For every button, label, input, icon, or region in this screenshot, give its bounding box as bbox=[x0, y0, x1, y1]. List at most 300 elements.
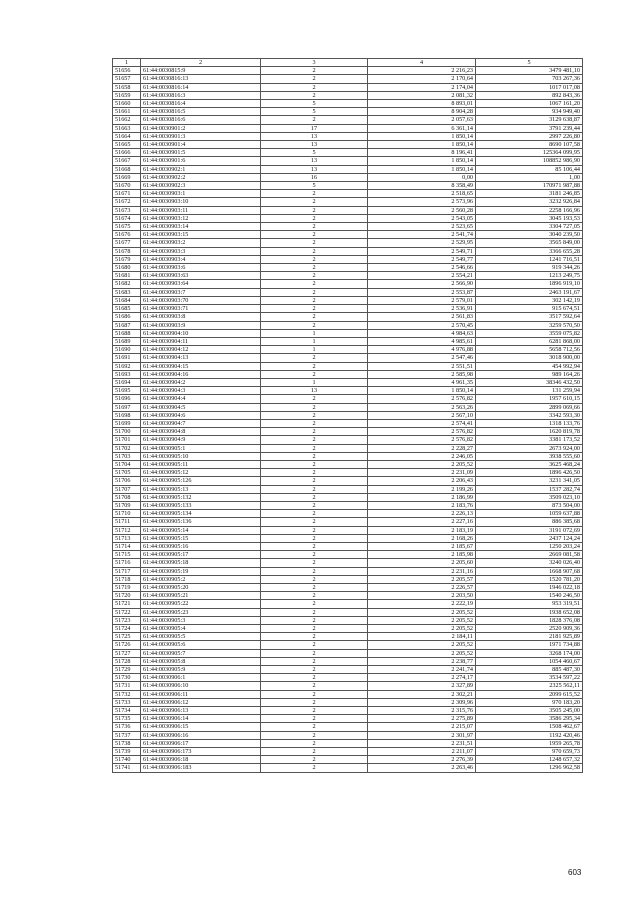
table-cell: 51699 bbox=[113, 419, 141, 427]
table-cell: 108852 986,90 bbox=[476, 157, 583, 165]
table-cell: 61:44:0030901:3 bbox=[141, 132, 261, 140]
table-row bbox=[113, 608, 583, 616]
table-cell: 61:44:0030903:12 bbox=[141, 214, 261, 222]
table-cell: 1 bbox=[261, 337, 368, 345]
table-cell: 61:44:0030903:71 bbox=[141, 305, 261, 313]
table-cell: 2 185,98 bbox=[368, 551, 476, 559]
table-row bbox=[113, 698, 583, 706]
table-cell: 61:44:0030904:12 bbox=[141, 346, 261, 354]
table-cell: 1828 376,08 bbox=[476, 616, 583, 624]
table-cell: 61:44:0030816:13 bbox=[141, 75, 261, 83]
table-cell: 51675 bbox=[113, 223, 141, 231]
table-cell: 2 301,97 bbox=[368, 731, 476, 739]
table-cell: 2 551,51 bbox=[368, 362, 476, 370]
table-cell: 125364 099,95 bbox=[476, 149, 583, 157]
table-cell: 886 385,68 bbox=[476, 518, 583, 526]
table-row bbox=[113, 280, 583, 288]
table-row bbox=[113, 83, 583, 91]
table-cell: 989 164,26 bbox=[476, 370, 583, 378]
table-body bbox=[113, 67, 583, 772]
table-cell: 2 bbox=[261, 748, 368, 756]
table-row bbox=[113, 756, 583, 764]
table-row bbox=[113, 264, 583, 272]
table-row bbox=[113, 362, 583, 370]
table-cell: 51690 bbox=[113, 346, 141, 354]
table-cell: 2 205,52 bbox=[368, 625, 476, 633]
table-cell: 61:44:0030903:7 bbox=[141, 288, 261, 296]
column-header-2: 2 bbox=[141, 59, 261, 67]
table-row bbox=[113, 477, 583, 485]
table-cell: 2 205,52 bbox=[368, 649, 476, 657]
table-cell: 61:44:0030901:2 bbox=[141, 124, 261, 132]
table-cell: 51671 bbox=[113, 190, 141, 198]
table-cell: 85 106,44 bbox=[476, 165, 583, 173]
table-cell: 1318 133,76 bbox=[476, 419, 583, 427]
table-cell: 51677 bbox=[113, 239, 141, 247]
table-cell: 2 168,26 bbox=[368, 534, 476, 542]
table-cell: 61:44:0030816:4 bbox=[141, 100, 261, 108]
header-row bbox=[113, 59, 583, 67]
table-cell: 970 183,20 bbox=[476, 698, 583, 706]
table-cell: 61:44:0030905:132 bbox=[141, 493, 261, 501]
table-cell: 61:44:0030902:1 bbox=[141, 165, 261, 173]
table-cell: 2258 166,96 bbox=[476, 206, 583, 214]
table-cell: 2181 925,89 bbox=[476, 633, 583, 641]
table-row bbox=[113, 67, 583, 75]
table-row bbox=[113, 600, 583, 608]
table-cell: 2 bbox=[261, 223, 368, 231]
table-cell: 2 bbox=[261, 657, 368, 665]
table-cell: 2 bbox=[261, 206, 368, 214]
table-cell: 2 211,07 bbox=[368, 748, 476, 756]
table-row bbox=[113, 707, 583, 715]
table-cell: 51740 bbox=[113, 756, 141, 764]
table-cell: 3181 246,85 bbox=[476, 190, 583, 198]
table-cell: 302 142,19 bbox=[476, 296, 583, 304]
table-cell: 2 536,91 bbox=[368, 305, 476, 313]
table-cell: 3018 900,00 bbox=[476, 354, 583, 362]
table-cell: 2 bbox=[261, 214, 368, 222]
table-cell: 51685 bbox=[113, 305, 141, 313]
table-cell: 61:44:0030906:17 bbox=[141, 739, 261, 747]
table-cell: 2 183,19 bbox=[368, 526, 476, 534]
table-cell: 2 bbox=[261, 444, 368, 452]
table-cell: 51707 bbox=[113, 485, 141, 493]
table-cell: 2 241,74 bbox=[368, 666, 476, 674]
table-cell: 61:44:0030905:13 bbox=[141, 485, 261, 493]
table-cell: 51659 bbox=[113, 91, 141, 99]
table-cell: 61:44:0030905:3 bbox=[141, 616, 261, 624]
table-cell: 2 bbox=[261, 255, 368, 263]
table-cell: 2 bbox=[261, 354, 368, 362]
table-cell: 61:44:0030901:4 bbox=[141, 141, 261, 149]
table-cell: 131 259,94 bbox=[476, 387, 583, 395]
table-cell: 4 984,63 bbox=[368, 329, 476, 337]
table-cell: 3040 239,50 bbox=[476, 231, 583, 239]
table-cell: 61:44:0030905:9 bbox=[141, 666, 261, 674]
table-row bbox=[113, 321, 583, 329]
table-cell: 2 bbox=[261, 493, 368, 501]
table-cell: 51661 bbox=[113, 108, 141, 116]
table-cell: 2 563,26 bbox=[368, 403, 476, 411]
table-row bbox=[113, 657, 583, 665]
table-cell: 61:44:0030903:8 bbox=[141, 313, 261, 321]
table-cell: 2 309,96 bbox=[368, 698, 476, 706]
table-cell: 5 bbox=[261, 108, 368, 116]
table-row bbox=[113, 157, 583, 165]
table-cell: 3381 173,52 bbox=[476, 436, 583, 444]
table-cell: 61:44:0030903:1 bbox=[141, 190, 261, 198]
table-header bbox=[113, 59, 583, 67]
table-cell: 51683 bbox=[113, 288, 141, 296]
table-cell: 61:44:0030904:6 bbox=[141, 411, 261, 419]
table-cell: 2 bbox=[261, 608, 368, 616]
table-cell: 61:44:0030906:173 bbox=[141, 748, 261, 756]
table-cell: 61:44:0030904:7 bbox=[141, 419, 261, 427]
table-cell: 61:44:0030903:2 bbox=[141, 239, 261, 247]
table-row bbox=[113, 542, 583, 550]
table-cell: 61:44:0030906:1 bbox=[141, 674, 261, 682]
table-cell: 61:44:0030905:11 bbox=[141, 460, 261, 468]
table-cell: 61:44:0030904:16 bbox=[141, 370, 261, 378]
table-cell: 2 bbox=[261, 600, 368, 608]
table-cell: 51721 bbox=[113, 600, 141, 608]
table-cell: 61:44:0030816:14 bbox=[141, 83, 261, 91]
table-cell: 51695 bbox=[113, 387, 141, 395]
table-cell: 3625 468,24 bbox=[476, 460, 583, 468]
table-cell: 2 bbox=[261, 67, 368, 75]
table-cell: 2 566,90 bbox=[368, 280, 476, 288]
table-cell: 61:44:0030906:18 bbox=[141, 756, 261, 764]
table-cell: 61:44:0030905:5 bbox=[141, 633, 261, 641]
table-cell: 61:44:0030905:20 bbox=[141, 584, 261, 592]
table-cell: 51700 bbox=[113, 428, 141, 436]
table-cell: 51722 bbox=[113, 608, 141, 616]
table-cell: 51712 bbox=[113, 526, 141, 534]
table-cell: 3191 072,69 bbox=[476, 526, 583, 534]
table-cell: 1620 819,78 bbox=[476, 428, 583, 436]
table-cell: 61:44:0030816:3 bbox=[141, 91, 261, 99]
table-cell: 8 358,49 bbox=[368, 182, 476, 190]
table-cell: 51719 bbox=[113, 584, 141, 592]
table-cell: 51663 bbox=[113, 124, 141, 132]
table-row bbox=[113, 592, 583, 600]
table-cell: 61:44:0030905:16 bbox=[141, 542, 261, 550]
table-cell: 2 315,76 bbox=[368, 707, 476, 715]
table-cell: 3938 555,60 bbox=[476, 452, 583, 460]
table-cell: 51716 bbox=[113, 559, 141, 567]
table-row bbox=[113, 370, 583, 378]
table-row bbox=[113, 715, 583, 723]
table-cell: 1213 249,75 bbox=[476, 272, 583, 280]
table-cell: 61:44:0030903:14 bbox=[141, 223, 261, 231]
table-cell: 2 227,16 bbox=[368, 518, 476, 526]
table-row bbox=[113, 305, 583, 313]
table-cell: 61:44:0030905:14 bbox=[141, 526, 261, 534]
table-cell: 51689 bbox=[113, 337, 141, 345]
table-cell: 2 205,52 bbox=[368, 641, 476, 649]
table-cell: 873 504,00 bbox=[476, 501, 583, 509]
table-row bbox=[113, 395, 583, 403]
table-cell: 1896 919,10 bbox=[476, 280, 583, 288]
table-cell: 51678 bbox=[113, 247, 141, 255]
table-cell: 3231 341,05 bbox=[476, 477, 583, 485]
table-row bbox=[113, 100, 583, 108]
table-cell: 51709 bbox=[113, 501, 141, 509]
table-cell: 2 bbox=[261, 305, 368, 313]
table-cell: 51739 bbox=[113, 748, 141, 756]
table-cell: 51679 bbox=[113, 255, 141, 263]
table-cell: 2 bbox=[261, 526, 368, 534]
table-cell: 1668 907,68 bbox=[476, 567, 583, 575]
cadastral-table bbox=[112, 58, 583, 773]
table-cell: 13 bbox=[261, 165, 368, 173]
table-cell: 61:44:0030906:11 bbox=[141, 690, 261, 698]
table-cell: 2 585,98 bbox=[368, 370, 476, 378]
table-cell: 38346 432,50 bbox=[476, 378, 583, 386]
table-cell: 51662 bbox=[113, 116, 141, 124]
table-cell: 1,00 bbox=[476, 173, 583, 181]
table-cell: 3268 174,00 bbox=[476, 649, 583, 657]
table-cell: 2 570,45 bbox=[368, 321, 476, 329]
table-row bbox=[113, 288, 583, 296]
table-cell: 51711 bbox=[113, 518, 141, 526]
table-cell: 8690 107,58 bbox=[476, 141, 583, 149]
table-cell: 3791 239,44 bbox=[476, 124, 583, 132]
table-cell: 1520 781,20 bbox=[476, 575, 583, 583]
table-cell: 1059 637,88 bbox=[476, 510, 583, 518]
table-row bbox=[113, 75, 583, 83]
table-row bbox=[113, 190, 583, 198]
table-cell: 51738 bbox=[113, 739, 141, 747]
table-cell: 2 bbox=[261, 674, 368, 682]
table-cell: 51682 bbox=[113, 280, 141, 288]
table-cell: 2 238,77 bbox=[368, 657, 476, 665]
table-cell: 51665 bbox=[113, 141, 141, 149]
table-cell: 61:44:0030905:126 bbox=[141, 477, 261, 485]
table-cell: 61:44:0030906:13 bbox=[141, 707, 261, 715]
table-cell: 1241 716,51 bbox=[476, 255, 583, 263]
table-cell: 2 573,96 bbox=[368, 198, 476, 206]
table-row bbox=[113, 526, 583, 534]
column-header-5: 5 bbox=[476, 59, 583, 67]
table-cell: 2 bbox=[261, 272, 368, 280]
table-cell: 885 487,30 bbox=[476, 666, 583, 674]
table-row bbox=[113, 419, 583, 427]
table-cell: 2 bbox=[261, 477, 368, 485]
table-cell: 2 bbox=[261, 756, 368, 764]
table-cell: 2 bbox=[261, 715, 368, 723]
table-cell: 51674 bbox=[113, 214, 141, 222]
table-cell: 2 bbox=[261, 739, 368, 747]
table-cell: 61:44:0030905:15 bbox=[141, 534, 261, 542]
table-cell: 2 205,52 bbox=[368, 608, 476, 616]
table-cell: 1971 734,88 bbox=[476, 641, 583, 649]
table-cell: 892 843,36 bbox=[476, 91, 583, 99]
table-cell: 51664 bbox=[113, 132, 141, 140]
table-cell: 2 bbox=[261, 452, 368, 460]
table-cell: 2 205,57 bbox=[368, 575, 476, 583]
table-row bbox=[113, 198, 583, 206]
table-row bbox=[113, 674, 583, 682]
table-cell: 51736 bbox=[113, 723, 141, 731]
table-cell: 51731 bbox=[113, 682, 141, 690]
table-cell: 61:44:0030906:10 bbox=[141, 682, 261, 690]
table-cell: 2 226,57 bbox=[368, 584, 476, 592]
table-cell: 61:44:0030905:136 bbox=[141, 518, 261, 526]
table-cell: 61:44:0030904:11 bbox=[141, 337, 261, 345]
table-row bbox=[113, 411, 583, 419]
table-cell: 2 bbox=[261, 411, 368, 419]
table-cell: 51667 bbox=[113, 157, 141, 165]
table-cell: 1959 265,78 bbox=[476, 739, 583, 747]
table-cell: 51691 bbox=[113, 354, 141, 362]
table-row bbox=[113, 337, 583, 345]
table-cell: 61:44:0030905:23 bbox=[141, 608, 261, 616]
table-cell: 2 bbox=[261, 403, 368, 411]
table-cell: 919 344,26 bbox=[476, 264, 583, 272]
table-row bbox=[113, 559, 583, 567]
table-cell: 51701 bbox=[113, 436, 141, 444]
table-cell: 51696 bbox=[113, 395, 141, 403]
table-cell: 0,00 bbox=[368, 173, 476, 181]
table-cell: 2 554,21 bbox=[368, 272, 476, 280]
table-cell: 2 bbox=[261, 288, 368, 296]
table-cell: 2 bbox=[261, 296, 368, 304]
table-cell: 1248 657,32 bbox=[476, 756, 583, 764]
table-cell: 61:44:0030901:6 bbox=[141, 157, 261, 165]
table-cell: 61:44:0030902:3 bbox=[141, 182, 261, 190]
table-cell: 2997 226,80 bbox=[476, 132, 583, 140]
table-cell: 2 bbox=[261, 518, 368, 526]
table-cell: 61:44:0030904:10 bbox=[141, 329, 261, 337]
table-cell: 61:44:0030905:1 bbox=[141, 444, 261, 452]
table-row bbox=[113, 108, 583, 116]
table-cell: 4 976,88 bbox=[368, 346, 476, 354]
table-cell: 61:44:0030904:2 bbox=[141, 378, 261, 386]
table-cell: 2 567,10 bbox=[368, 411, 476, 419]
table-cell: 2 274,17 bbox=[368, 674, 476, 682]
table-cell: 2 246,05 bbox=[368, 452, 476, 460]
table-cell: 3586 295,34 bbox=[476, 715, 583, 723]
table-row bbox=[113, 469, 583, 477]
table-cell: 61:44:0030903:6 bbox=[141, 264, 261, 272]
table-cell: 2 bbox=[261, 75, 368, 83]
table-cell: 61:44:0030903:10 bbox=[141, 198, 261, 206]
table-row bbox=[113, 567, 583, 575]
table-row bbox=[113, 378, 583, 386]
table-cell: 3366 655,28 bbox=[476, 247, 583, 255]
table-row bbox=[113, 444, 583, 452]
table-cell: 51726 bbox=[113, 641, 141, 649]
table-cell: 1 850,14 bbox=[368, 387, 476, 395]
table-cell: 1 850,14 bbox=[368, 141, 476, 149]
table-cell: 1 bbox=[261, 346, 368, 354]
table-cell: 2 518,65 bbox=[368, 190, 476, 198]
table-cell: 61:44:0030905:18 bbox=[141, 559, 261, 567]
table-cell: 2 302,21 bbox=[368, 690, 476, 698]
table-cell: 51670 bbox=[113, 182, 141, 190]
table-cell: 61:44:0030904:4 bbox=[141, 395, 261, 403]
table-cell: 2 bbox=[261, 419, 368, 427]
table-cell: 454 992,94 bbox=[476, 362, 583, 370]
table-cell: 3479 481,10 bbox=[476, 67, 583, 75]
table-row bbox=[113, 182, 583, 190]
table-row bbox=[113, 214, 583, 222]
table-row bbox=[113, 633, 583, 641]
table-cell: 2 bbox=[261, 666, 368, 674]
table-cell: 51718 bbox=[113, 575, 141, 583]
table-cell: 2 541,74 bbox=[368, 231, 476, 239]
table-cell: 61:44:0030905:17 bbox=[141, 551, 261, 559]
table-cell: 3342 593,30 bbox=[476, 411, 583, 419]
table-cell: 51697 bbox=[113, 403, 141, 411]
table-cell: 2 bbox=[261, 625, 368, 633]
table-cell: 16 bbox=[261, 173, 368, 181]
table-cell: 1 bbox=[261, 329, 368, 337]
table-cell: 2 bbox=[261, 649, 368, 657]
table-cell: 51733 bbox=[113, 698, 141, 706]
table-cell: 51656 bbox=[113, 67, 141, 75]
table-cell: 61:44:0030905:12 bbox=[141, 469, 261, 477]
table-row bbox=[113, 354, 583, 362]
table-cell: 3259 570,50 bbox=[476, 321, 583, 329]
table-cell: 2 170,64 bbox=[368, 75, 476, 83]
table-cell: 51680 bbox=[113, 264, 141, 272]
table-cell: 51705 bbox=[113, 469, 141, 477]
table-cell: 2 205,52 bbox=[368, 616, 476, 624]
table-cell: 2 576,82 bbox=[368, 436, 476, 444]
table-row bbox=[113, 272, 583, 280]
table-cell: 953 319,51 bbox=[476, 600, 583, 608]
table-cell: 61:44:0030904:8 bbox=[141, 428, 261, 436]
table-cell: 1296 962,58 bbox=[476, 764, 583, 772]
table-cell: 3534 597,22 bbox=[476, 674, 583, 682]
table-cell: 2 543,05 bbox=[368, 214, 476, 222]
table-row bbox=[113, 584, 583, 592]
table-cell: 1957 610,15 bbox=[476, 395, 583, 403]
table-cell: 2 576,82 bbox=[368, 428, 476, 436]
table-cell: 61:44:0030903:70 bbox=[141, 296, 261, 304]
table-cell: 51702 bbox=[113, 444, 141, 452]
table-cell: 51687 bbox=[113, 321, 141, 329]
table-cell: 2 bbox=[261, 321, 368, 329]
table-cell: 1250 203,24 bbox=[476, 542, 583, 550]
table-cell: 2 bbox=[261, 592, 368, 600]
table-cell: 1067 161,20 bbox=[476, 100, 583, 108]
table-cell: 2 553,87 bbox=[368, 288, 476, 296]
table-cell: 2673 924,00 bbox=[476, 444, 583, 452]
table-cell: 61:44:0030903:63 bbox=[141, 272, 261, 280]
table-row bbox=[113, 132, 583, 140]
table-cell: 51734 bbox=[113, 707, 141, 715]
table-cell: 970 659,73 bbox=[476, 748, 583, 756]
table-row bbox=[113, 518, 583, 526]
table-cell: 3565 849,00 bbox=[476, 239, 583, 247]
table-cell: 2 bbox=[261, 239, 368, 247]
table-row bbox=[113, 575, 583, 583]
table-cell: 2 bbox=[261, 616, 368, 624]
table-cell: 2 bbox=[261, 83, 368, 91]
table-cell: 51693 bbox=[113, 370, 141, 378]
table-cell: 8 893,01 bbox=[368, 100, 476, 108]
table-cell: 51737 bbox=[113, 731, 141, 739]
table-row bbox=[113, 149, 583, 157]
table-cell: 2 bbox=[261, 567, 368, 575]
table-row bbox=[113, 460, 583, 468]
column-header-3: 3 bbox=[261, 59, 368, 67]
table-cell: 1 850,14 bbox=[368, 165, 476, 173]
